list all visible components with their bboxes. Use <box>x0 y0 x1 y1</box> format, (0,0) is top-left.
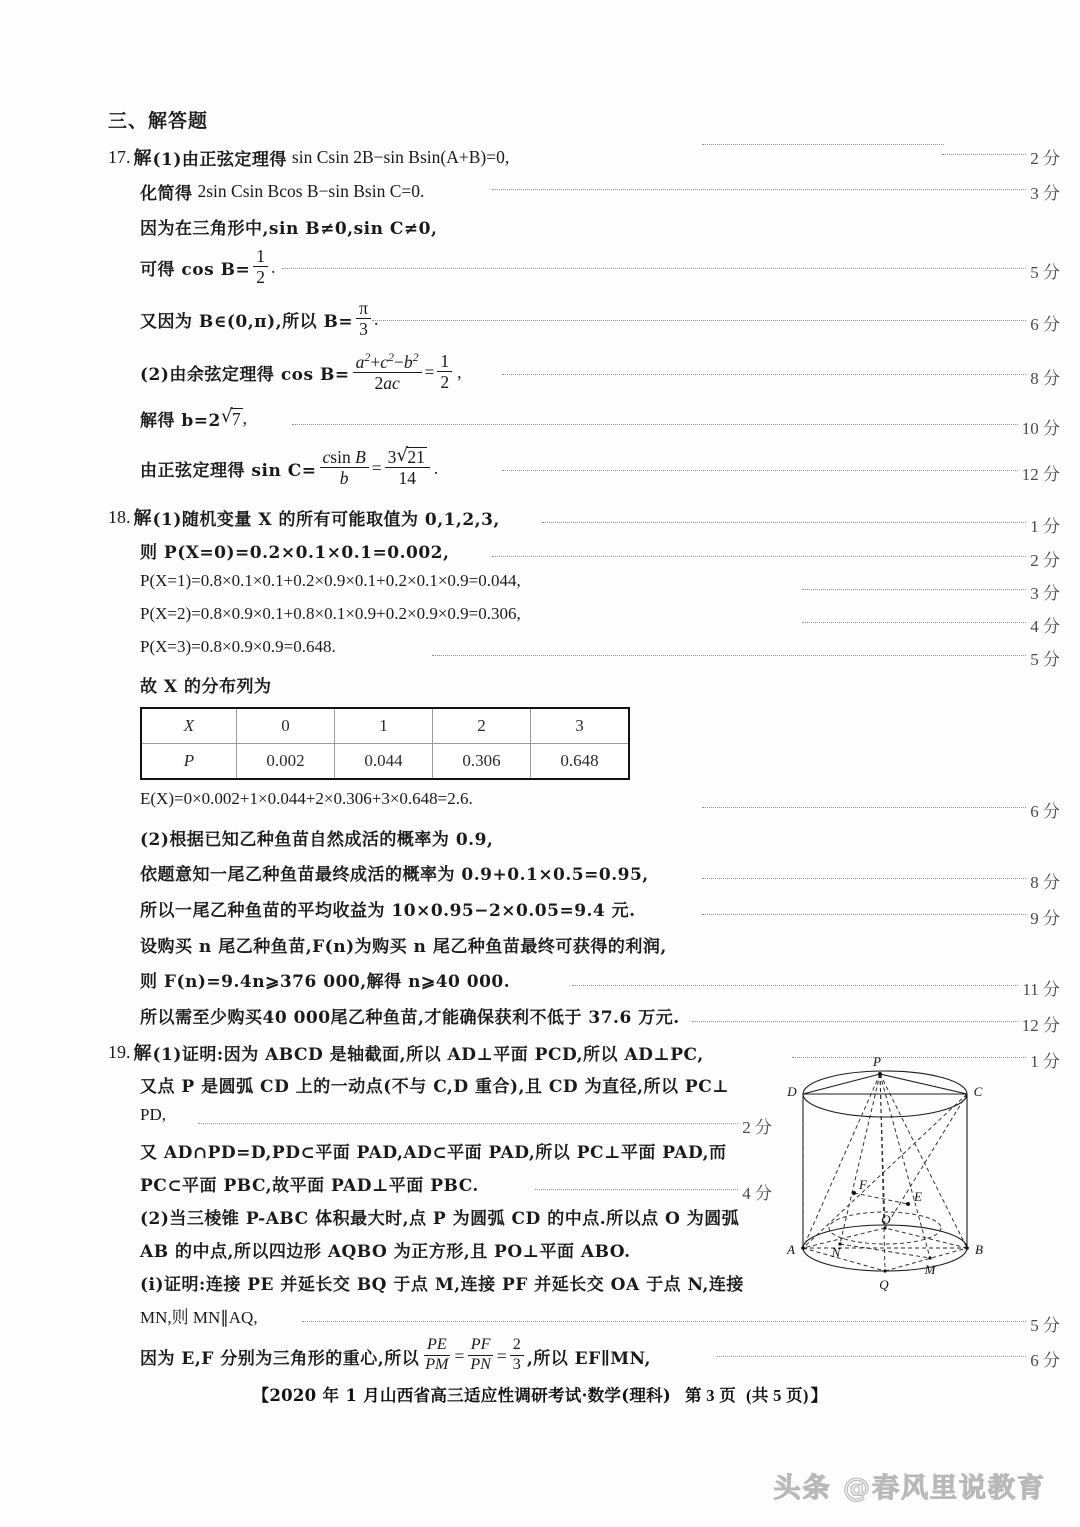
leader-dots <box>702 914 1026 915</box>
p19-score-5 <box>300 1311 1060 1336</box>
leader-dots <box>282 268 1026 269</box>
section-heading: 三、解答题 <box>108 110 209 132</box>
fraction-numerator: 1 <box>437 352 452 372</box>
table-row-header: X <box>141 708 237 744</box>
table-cell: 0.306 <box>433 744 531 780</box>
fraction-two-thirds <box>510 1337 524 1374</box>
p17-l7-post: , <box>242 408 248 428</box>
score-value: 2 分 <box>1030 149 1060 168</box>
problem-18-line-4 <box>140 604 521 624</box>
p19-l1: (1)证明:因为 ABCD 是轴截面,所以 AD⊥平面 PCD,所以 AD⊥PC, <box>152 1044 704 1065</box>
p17-score-2 <box>490 179 1060 204</box>
p18-score-12 <box>690 1011 1060 1036</box>
label-F: F <box>859 1177 867 1192</box>
p18-score-8 <box>700 868 1060 893</box>
footer-text: 2020 年 1 月山西省高三适应性调研考试·数学(理科) <box>269 1386 672 1405</box>
p17-l8-post: . <box>433 457 439 478</box>
leader-dots <box>802 589 1026 590</box>
problem-17-line-6 <box>140 352 462 394</box>
p19-l10-pre: 因为 E,F 分别为三角形的重心,所以 <box>140 1348 420 1369</box>
fraction-denominator: 3 <box>359 319 368 340</box>
line-EF <box>854 1193 908 1204</box>
p18-l11: 设购买 n 尾乙种鱼苗,F(n)为购买 n 尾乙种鱼苗最终可获得的利润, <box>140 937 667 957</box>
p18-l8: (2)根据已知乙种鱼苗自然成活的概率为 0.9, <box>140 830 494 850</box>
p18-score-9 <box>700 904 1060 929</box>
problem-17-line-3 <box>140 214 437 239</box>
point-M <box>928 1256 931 1259</box>
score-value: 4 分 <box>1030 617 1060 636</box>
problem-19-line-5 <box>140 1171 479 1196</box>
watermark: 头条 @春风里说教育 <box>773 1473 1046 1504</box>
label-P: P <box>873 1054 881 1069</box>
score-value: 11 分 <box>1022 980 1060 999</box>
problem-19-line-6 <box>140 1204 739 1229</box>
p18-l13: 所以需至少购买40 000尾乙种鱼苗,才能确保获利不低于 37.6 万元. <box>140 1008 680 1028</box>
p17-l1-pre: (1)由正弦定理得 <box>152 149 287 170</box>
table-cell: 0 <box>237 708 335 744</box>
label-B: B <box>975 1242 983 1257</box>
fraction-one-half <box>253 247 268 287</box>
fraction-pi-over-3 <box>356 299 371 339</box>
problem-18-line-12 <box>140 967 510 992</box>
point-Q <box>883 1269 886 1272</box>
leader-dots <box>292 424 1018 425</box>
fraction-numerator: PE <box>424 1337 450 1356</box>
fraction-numerator: 1 <box>253 247 268 267</box>
p18-l4: P(X=2)=0.8×0.9×0.1+0.8×0.1×0.9+0.2×0.9×0.9=0.306, <box>140 604 521 623</box>
p19-score-6 <box>715 1346 1060 1371</box>
score-value: 1 分 <box>1030 517 1060 536</box>
leader-dots <box>302 1321 1026 1322</box>
label-O: O <box>881 1212 891 1227</box>
p18-l3: P(X=1)=0.8×0.1×0.1+0.2×0.9×0.1+0.2×0.1×0.9=0.044, <box>140 571 521 590</box>
label-D: D <box>787 1084 797 1099</box>
table-row <box>141 744 629 780</box>
table-cell: 0.044 <box>335 744 433 780</box>
problem-17-line-2 <box>140 179 424 204</box>
table-cell: 1 <box>335 708 433 744</box>
radical-7 <box>221 408 243 430</box>
problem-19-line-1 <box>108 1039 704 1065</box>
fraction-denominator: PN <box>470 1355 491 1373</box>
p18-score-4 <box>800 612 1060 637</box>
fraction-numerator: PF <box>468 1337 494 1356</box>
problem-18-line-2 <box>140 538 449 563</box>
p18-score-2 <box>490 546 1060 571</box>
problem-17-line-4 <box>140 248 275 288</box>
page-footer <box>0 1382 1080 1406</box>
leader-dots <box>542 522 1026 523</box>
point-E <box>906 1202 910 1206</box>
problem-18-line-3 <box>140 571 521 591</box>
fraction-PE-over-PM <box>422 1337 451 1374</box>
fraction-denominator: 2 <box>256 267 265 288</box>
problem-18-number: 18. <box>108 506 131 527</box>
fraction-3root21-over-14 <box>385 447 430 488</box>
score-value: 9 分 <box>1030 909 1060 928</box>
p19-l10-eq2: = <box>496 1345 507 1366</box>
p17-l4-pre: 可得 cos B= <box>140 260 251 281</box>
radicand: 7 <box>231 408 241 429</box>
p18-l7: E(X)=0×0.002+1×0.044+2×0.306+3×0.648=2.6. <box>140 789 473 808</box>
leader-dots <box>502 374 1026 375</box>
leader-dots <box>198 1123 738 1124</box>
p17-score-4 <box>280 258 1060 283</box>
score-value: 3 分 <box>1030 184 1060 203</box>
problem-18-line-7 <box>140 789 473 809</box>
p19-l6: (2)当三棱锥 P-ABC 体积最大时,点 P 为圆弧 CD 的中点.所以点 O 为圆弧 <box>140 1209 740 1229</box>
table-cell: 0.002 <box>237 744 335 780</box>
footer-bracket-open: 【 <box>252 1386 270 1405</box>
problem-19-line-3 <box>140 1105 166 1125</box>
leader-dots <box>702 807 1026 808</box>
line-PA <box>803 1074 880 1248</box>
problem-19-line-8 <box>140 1270 744 1295</box>
problem-19-line-7 <box>140 1237 631 1262</box>
problem-19-line-9 <box>140 1303 258 1328</box>
leader-dots <box>502 470 1018 471</box>
leader-dots <box>692 1021 1018 1022</box>
point-P <box>878 1072 882 1076</box>
leader-dots <box>802 622 1026 623</box>
p19-score-2 <box>196 1113 772 1138</box>
leader-dots <box>535 1189 738 1190</box>
fraction-numerator: $a^2+c^2-b^2$ <box>353 351 422 373</box>
score-value: 3 分 <box>1030 584 1060 603</box>
p19-l8: (i)证明:连接 PE 并延长交 BQ 于点 M,连接 PF 并延长交 OA 于点 N,连接 <box>140 1275 744 1295</box>
p17-l8-eq: = <box>371 457 382 478</box>
p17-score-5 <box>370 310 1060 335</box>
footer-page-number: 第 3 页 <box>685 1386 737 1405</box>
p17-l5-pre: 又因为 B∈(0,π),所以 B= <box>140 312 354 333</box>
score-value: 6 分 <box>1030 1351 1060 1370</box>
table-cell: 0.648 <box>531 744 630 780</box>
score-value: 6 分 <box>1030 802 1060 821</box>
score-value: 12 分 <box>1021 1016 1060 1035</box>
p18-score-6 <box>700 797 1060 822</box>
leader-dots <box>702 878 1026 879</box>
p17-score-6 <box>500 364 1060 389</box>
score-value: 12 分 <box>1021 465 1060 484</box>
p18-l10: 所以一尾乙种鱼苗的平均收益为 10×0.95−2×0.05=9.4 元. <box>140 901 636 921</box>
problem-18-line-6 <box>140 672 272 697</box>
leader-dots <box>492 189 1026 190</box>
p19-l7: AB 的中点,所以四边形 AQBO 为正方形,且 PO⊥平面 ABO. <box>140 1242 631 1262</box>
problem-17-number: 17. <box>108 146 131 167</box>
p17-l6-post: , <box>457 362 462 383</box>
point-A <box>801 1246 805 1250</box>
problem-19-line-4 <box>140 1138 727 1163</box>
p19-l9: MN,则 MN∥AQ, <box>140 1308 258 1327</box>
p17-leader-1 <box>700 144 948 150</box>
score-value: 5 分 <box>1030 650 1060 669</box>
point-F <box>852 1191 856 1195</box>
p17-l1-math: sin Csin 2B−sin Bsin(A+B)=0, <box>291 146 510 167</box>
problem-17-jie: 解 <box>133 148 152 169</box>
score-value: 2 分 <box>1030 551 1060 570</box>
problem-18-jie: 解 <box>133 508 152 529</box>
p18-score-11 <box>570 975 1060 1000</box>
p17-l6-pre: (2)由余弦定理得 cos B= <box>140 365 350 386</box>
leader-dots <box>572 985 1018 986</box>
p17-l3: 因为在三角形中,sin B≠0,sin C≠0, <box>140 219 438 239</box>
score-value: 4 分 <box>742 1184 772 1203</box>
p19-l10-eq1: = <box>454 1345 465 1366</box>
problem-17-line-1 <box>108 144 509 170</box>
p17-l2-math: 2sin Csin Bcos B−sin Bsin C=0. <box>197 181 425 201</box>
problem-18-line-5 <box>140 637 336 657</box>
table-cell: 3 <box>531 708 630 744</box>
score-value: 5 分 <box>1030 1316 1060 1335</box>
problem-17-line-7 <box>140 406 247 431</box>
p19-score-4 <box>533 1179 772 1204</box>
fraction-one-half-2 <box>437 352 452 392</box>
label-E: E <box>914 1189 922 1204</box>
p17-l8-pre: 由正弦定理得 sin C= <box>140 460 317 481</box>
table-row <box>141 708 629 744</box>
p17-l5-post: . <box>373 309 379 330</box>
p17-l7-pre: 解得 b=2 <box>140 411 221 431</box>
p18-score-3 <box>800 579 1060 604</box>
p19-l10-post: ,所以 EF∥MN, <box>526 1348 651 1369</box>
p18-l5: P(X=3)=0.8×0.9×0.9=0.648. <box>140 637 336 656</box>
table-cell: 2 <box>433 708 531 744</box>
p19-l3: PD, <box>140 1105 166 1124</box>
label-A: A <box>787 1242 795 1257</box>
p18-l6: 故 X 的分布列为 <box>140 677 272 697</box>
p19-l5: PC⊂平面 PBC,故平面 PAD⊥平面 PBC. <box>140 1176 479 1196</box>
line-OA <box>803 1228 885 1248</box>
label-N: N <box>831 1245 841 1260</box>
p17-score-7 <box>290 414 1060 439</box>
p18-l9: 依题意知一尾乙种鱼苗最终成活的概率为 0.9+0.1×0.5=0.95, <box>140 865 649 885</box>
score-value: 10 分 <box>1021 419 1060 438</box>
point-B <box>965 1246 969 1250</box>
leader-dots <box>702 144 944 145</box>
fraction-denominator: 2 <box>440 372 450 393</box>
leader-dots <box>372 320 1026 321</box>
score-value: 5 分 <box>1030 263 1060 282</box>
fraction-cosine-rule <box>353 351 422 393</box>
score-value: 8 分 <box>1030 369 1060 388</box>
problem-19-number: 19. <box>108 1041 131 1062</box>
leader-dots <box>717 1356 1026 1357</box>
problem-18-line-10 <box>140 896 636 921</box>
fraction-denominator: 2ac <box>374 373 400 394</box>
fraction-numerator: 3 √ 21 <box>385 447 430 468</box>
edge-PC <box>880 1074 967 1094</box>
label-C: C <box>973 1084 983 1099</box>
problem-17-line-5 <box>140 300 378 340</box>
p18-score-5 <box>430 645 1060 670</box>
score-value: 2 分 <box>742 1118 772 1137</box>
p17-l2-pre: 化简得 <box>140 184 193 204</box>
footer-total-pages: (共 5 页) <box>746 1386 809 1405</box>
problem-18-line-8 <box>140 825 493 850</box>
problem-19-line-2 <box>140 1072 729 1097</box>
p18-l2: 则 P(X=0)=0.2×0.1×0.1=0.002, <box>140 543 450 563</box>
p18-l12: 则 F(n)=9.4n⩾376 000,解得 n⩾40 000. <box>140 972 511 992</box>
problem-18-line-9 <box>140 860 649 885</box>
problem-18-line-11 <box>140 932 667 957</box>
line-PB <box>880 1074 967 1248</box>
fraction-numerator: csin B <box>320 448 369 468</box>
fraction-denominator: 3 <box>512 1355 521 1373</box>
geometry-diagram-cylinder <box>782 1052 1000 1300</box>
table-row-header: P <box>141 744 237 780</box>
p19-l2: 又点 P 是圆弧 CD 上的一动点(不与 C,D 重合),且 CD 为直径,所以 PC⊥ <box>140 1077 730 1097</box>
problem-19-line-10 <box>140 1338 651 1375</box>
p17-l4-post: . <box>270 257 276 278</box>
problem-17-line-8 <box>140 448 438 489</box>
p19-l4: 又 AD∩PD=D,PD⊂平面 PAD,AD⊂平面 PAD,所以 PC⊥平面 PAD,而 <box>140 1143 727 1163</box>
fraction-PF-over-PN <box>467 1337 494 1374</box>
line-PN <box>840 1074 880 1244</box>
score-value: 6 分 <box>1030 315 1060 334</box>
fraction-numerator: 2 <box>510 1337 524 1356</box>
problem-18-line-1 <box>108 504 500 530</box>
label-M: M <box>924 1262 936 1277</box>
label-Q: Q <box>879 1277 889 1292</box>
problem-18-line-13 <box>140 1003 680 1028</box>
fraction-numerator: π <box>356 299 371 319</box>
p18-l1: (1)随机变量 X 的所有可能取值为 0,1,2,3, <box>152 509 500 530</box>
line-PO <box>880 1074 885 1228</box>
p17-score-1 <box>940 144 1060 169</box>
problem-19-jie: 解 <box>133 1043 152 1064</box>
score-value: 8 分 <box>1030 873 1060 892</box>
score-value: 1 分 <box>1030 1052 1060 1071</box>
distribution-table <box>140 707 630 780</box>
edge-PD <box>803 1074 880 1094</box>
footer-bracket-close: 】 <box>810 1386 828 1405</box>
line-MN <box>840 1244 930 1258</box>
p17-l6-eq: = <box>424 362 435 383</box>
p17-score-8 <box>500 460 1060 485</box>
p18-score-1 <box>540 512 1060 537</box>
fraction-denominator: 14 <box>398 468 417 489</box>
cylinder-svg <box>782 1052 1000 1300</box>
fraction-csinB-over-b <box>320 448 369 488</box>
fraction-denominator: PM <box>425 1355 449 1373</box>
leader-dots <box>942 154 1026 155</box>
leader-dots <box>492 556 1026 557</box>
leader-dots <box>432 655 1026 656</box>
fraction-denominator: b <box>339 467 349 488</box>
